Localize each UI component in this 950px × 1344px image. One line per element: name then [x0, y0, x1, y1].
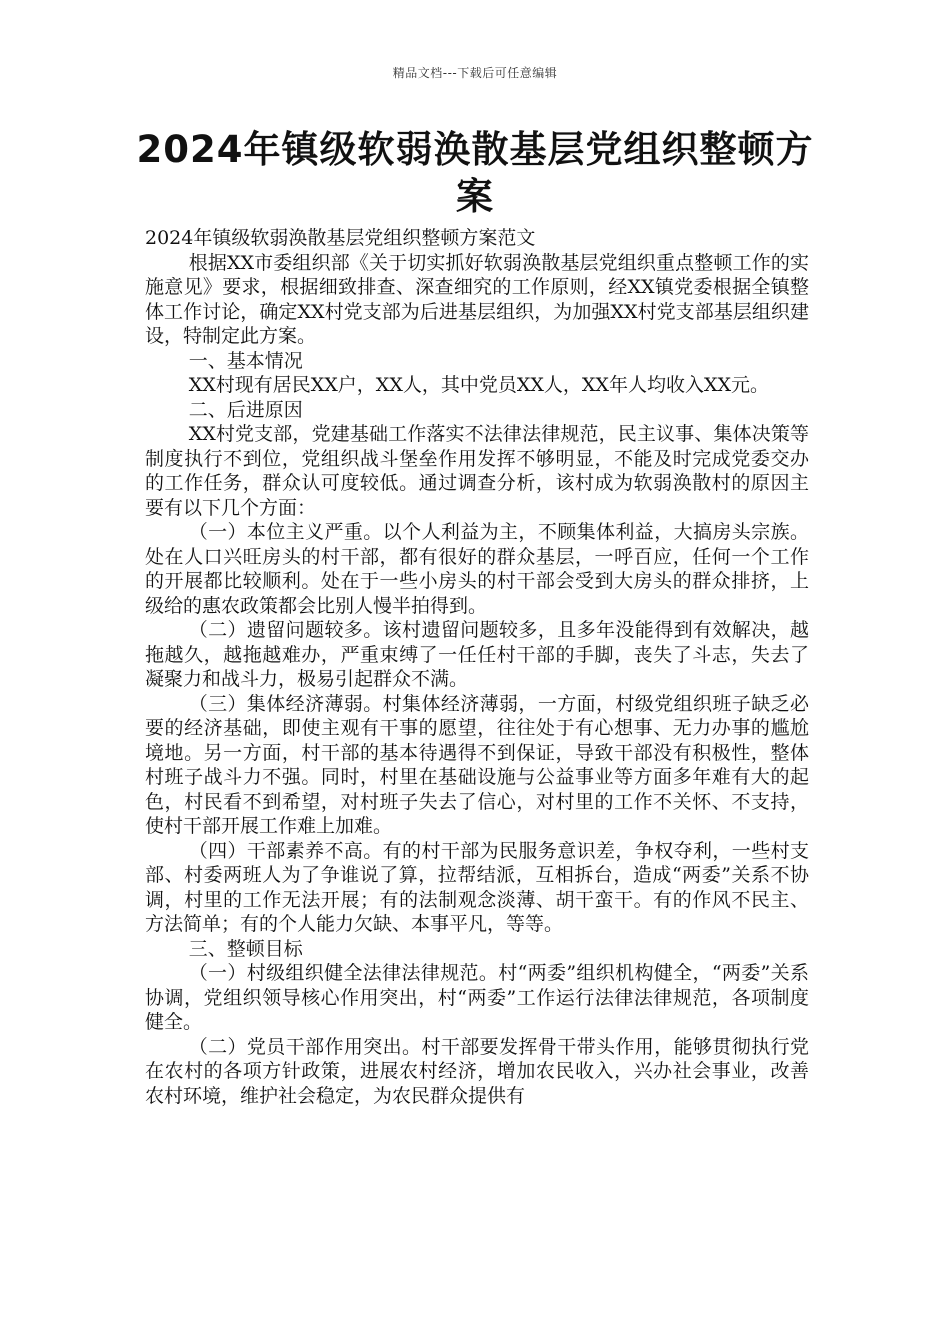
header-note: 精品文档---下载后可任意编辑: [392, 66, 558, 80]
paragraph-reasons: XX村党支部，党建基础工作落实不法律法律规范，民主议事、集体决策等制度执行不到位，党组织战斗堡垒作用发挥不够明显，不能及时完成党委交办的工作任务，群众认可度较低。通过调查分析，该村成为软弱涣散村的原因主要有以下几个方面：: [145, 423, 809, 519]
document-title: 2024年镇级软弱涣散基层党组织整顿方案: [136, 128, 814, 218]
paragraph-reason-1: （一）本位主义严重。以个人利益为主，不顾集体利益，大搞房头宗族。处在人口兴旺房头的村干部，都有很好的群众基层，一呼百应，任何一个工作的开展都比较顺利。处在于一些小房头的村干部会受到大房头的群众排挤，上级给的惠农政策都会比别人慢半拍得到。: [145, 521, 809, 617]
paragraph-reason-3: （三）集体经济薄弱。村集体经济薄弱，一方面，村级党组织班子缺乏必要的经济基础，即使主观有干事的愿望，往往处于有心想事、无力办事的尴尬境地。另一方面，村干部的基本待遇得不到保证，导致干部没有积极性，整体村班子战斗力不强。同时，村里在基础设施与公益事业等方面多年难有大的起色，村民看不到希望，对村班子失去了信心，对村里的工作不关怀、不支持，使村干部开展工作难上加难。: [145, 692, 809, 837]
paragraph-basic-situation: XX村现有居民XX户，XX人，其中党员XX人，XX年人均收入XX元。: [188, 374, 770, 396]
document-subtitle: 2024年镇级软弱涣散基层党组织整顿方案范文: [145, 227, 536, 249]
paragraph-intro: 根据XX市委组织部《关于切实抓好软弱涣散基层党组织重点整顿工作的实施意见》要求，根据细致排查、深查细究的工作原则，经XX镇党委根据全镇整体工作讨论，确定XX村党支部为后进基层组织，为加强XX村党支部基层组织建设，特制定此方案。: [145, 251, 809, 347]
section-heading-goals: 三、整顿目标: [188, 937, 303, 960]
paragraph-goal-2: （二）党员干部作用突出。村干部要发挥骨干带头作用，能够贯彻执行党在农村的各项方针政策，进展农村经济，增加农民收入，兴办社会事业，改善农村环境，维护社会稳定，为农民群众提供有: [145, 1035, 809, 1107]
paragraph-reason-4: （四）干部素养不高。有的村干部为民服务意识差，争权夺利，一些村支部、村委两班人为了争谁说了算，拉帮结派，互相拆台，造成“两委”关系不协调，村里的工作无法开展；有的法制观念淡薄、胡干蛮干。有的作风不民主、方法简单；有的个人能力欠缺、本事平凡，等等。: [145, 839, 809, 935]
section-heading-reasons: 二、后进原因: [188, 398, 303, 421]
section-heading-basic-situation: 一、基本情况: [188, 349, 303, 372]
document-body: [145, 226, 809, 1108]
paragraph-reason-2: （二）遗留问题较多。该村遗留问题较多，且多年没能得到有效解决，越拖越久，越拖越难办，严重束缚了一任任村干部的手脚，丧失了斗志，失去了凝聚力和战斗力，极易引起群众不满。: [145, 619, 809, 690]
paragraph-goal-1: （一）村级组织健全法律法律规范。村“两委”组织机构健全，“两委”关系协调，党组织领导核心作用突出，村“两委”工作运行法律法律规范，各项制度健全。: [145, 962, 809, 1033]
